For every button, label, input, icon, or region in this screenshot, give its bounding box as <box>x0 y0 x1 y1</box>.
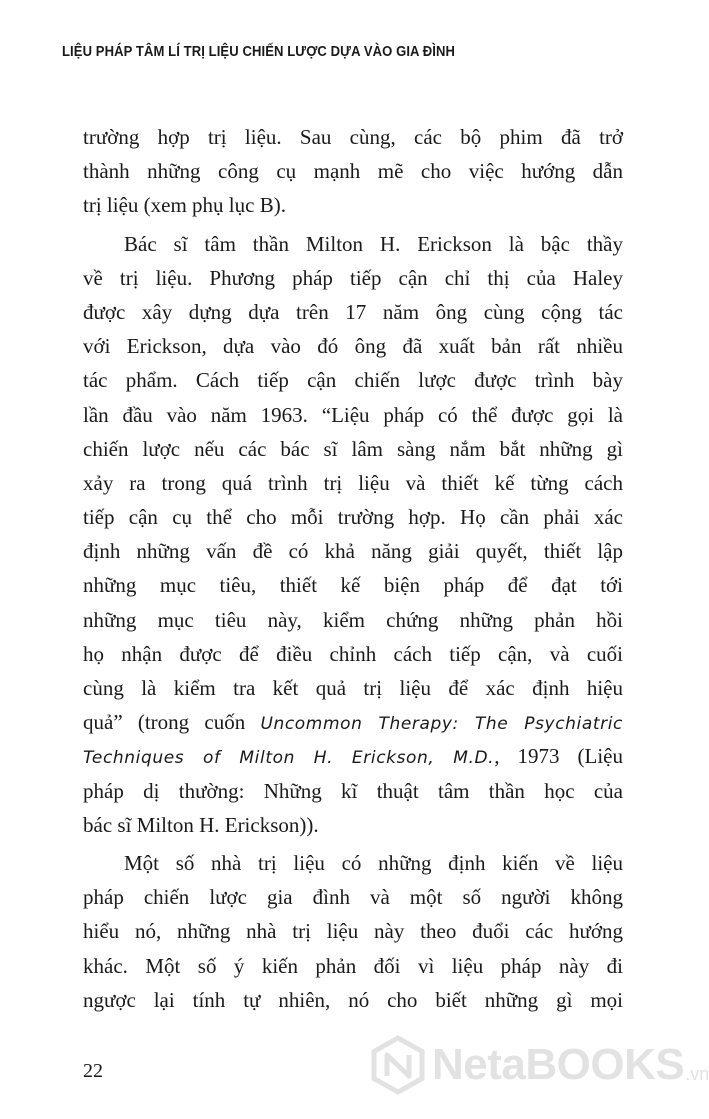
text-line: ngược lại tính tự nhiên, nó cho biết những gì mọi <box>83 987 623 1012</box>
text-span: , 1973 (Liệu <box>494 744 623 769</box>
text-line: khác. Một số ý kiến phản đối vì liệu pháp này đi <box>83 953 623 978</box>
text-line: chiến lược nếu các bác sĩ lâm sàng nắm bắt những gì <box>83 436 623 461</box>
text-line: lần đầu vào năm 1963. “Liệu pháp có thể được gọi là <box>83 402 623 427</box>
book-title: Uncommon Therapy: The Psychiatric <box>260 714 623 735</box>
text-line: họ nhận được để điều chỉnh cách tiếp cận, và cuối <box>83 641 623 666</box>
text-line: Một số nhà trị liệu có những định kiến về liệu <box>124 850 623 875</box>
text-line: cùng là kiểm tra kết quả trị liệu để xác định hiệu <box>83 676 623 700</box>
text-line: hiểu nó, những nhà trị liệu này theo đuổi các hướng <box>83 919 623 944</box>
text-line: pháp dị thường: Những kĩ thuật tâm thần học của <box>83 778 623 803</box>
text-line: những mục tiêu này, kiểm chứng những phản hồi <box>83 607 623 632</box>
watermark-suffix: .vn <box>685 1063 709 1084</box>
watermark-text: NetaBOOKS <box>432 1040 685 1089</box>
text-line: trị liệu (xem phụ lục B). <box>83 193 286 218</box>
text-line: Bác sĩ tâm thần Milton H. Erickson là bậc thầy <box>124 231 623 256</box>
text-line: thành những công cụ mạnh mẽ cho việc hướng dẫn <box>83 159 623 184</box>
text-line: những mục tiêu, thiết kế biện pháp để đạt tới <box>83 573 623 598</box>
paragraph-2 <box>83 227 623 842</box>
running-header: LIỆU PHÁP TÂM LÍ TRỊ LIỆU CHIẾN LƯỢC DỰA VÀO GIA ĐÌNH <box>62 44 456 60</box>
text-line: xảy ra trong quá trình trị liệu và thiết kế từng cách <box>83 470 623 495</box>
text-line: về trị liệu. Phương pháp tiếp cận chỉ thị của Haley <box>83 265 623 290</box>
text-line <box>83 739 623 773</box>
netabooks-logo-icon <box>368 1035 428 1095</box>
text-span: quả” (trong cuốn <box>83 710 261 735</box>
paragraph-1 <box>83 120 623 223</box>
text-line <box>83 705 623 739</box>
page-body <box>83 120 623 1017</box>
text-line: bác sĩ Milton H. Erickson)). <box>83 812 319 837</box>
book-title: Techniques of Milton H. Erickson, M.D. <box>83 748 495 769</box>
text-line: trường hợp trị liệu. Sau cùng, các bộ phim đã trở <box>83 125 623 149</box>
text-line: với Erickson, dựa vào đó ông đã xuất bản rất nhiều <box>83 334 623 359</box>
watermark <box>368 1035 709 1095</box>
text-line: tác phẩm. Cách tiếp cận chiến lược được trình bày <box>83 368 623 393</box>
text-line: pháp chiến lược gia đình và một số người không <box>83 885 623 910</box>
text-line: tiếp cận cụ thể cho mỗi trường hợp. Họ cần phải xác <box>83 505 623 530</box>
paragraph-3 <box>83 846 623 1017</box>
text-line: được xây dựng dựa trên 17 năm ông cùng cộng tác <box>83 299 623 324</box>
text-line: định những vấn đề có khả năng giải quyết, thiết lập <box>83 539 623 564</box>
page-number: 22 <box>83 1060 103 1082</box>
